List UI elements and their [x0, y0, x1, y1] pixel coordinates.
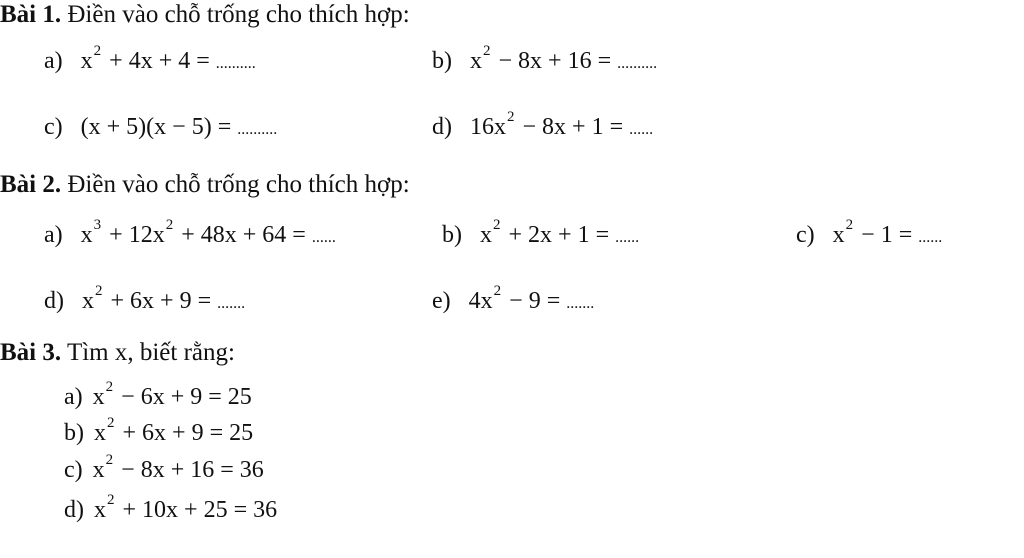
expression: $x^2 + 6x + 9 = 25$: [94, 415, 254, 446]
bai3-number: Bài 3.: [0, 339, 62, 366]
exponent: 2: [93, 43, 102, 59]
exponent: 2: [483, 43, 491, 59]
expression: $x^2 + 6x + 9$ =: [82, 283, 212, 314]
expression: (x + 5)(x − 5) =: [80, 114, 232, 140]
bai1-title: Điền vào chỗ trống cho thích hợp:: [67, 1, 410, 28]
blank: ..........: [237, 121, 278, 138]
bai2-item-a: [44, 217, 336, 253]
bai3-title: Tìm x, biết rằng:: [66, 339, 235, 366]
bai1-item-b: [432, 43, 658, 79]
item-label: c): [64, 457, 83, 483]
item-label: a): [44, 222, 63, 248]
bai3-item-b: [64, 415, 254, 448]
exponent: 2: [107, 492, 115, 508]
blank: ......: [629, 121, 654, 138]
blank: .......: [217, 295, 246, 312]
item-label: c): [44, 114, 63, 140]
item-label: b): [442, 222, 462, 248]
item-label: d): [44, 288, 64, 314]
bai1-item-a: [44, 43, 256, 79]
bai1-number: Bài 1.: [0, 1, 62, 28]
expression: $x^2 + 2x + 1$ =: [480, 217, 610, 248]
exponent: 3: [93, 217, 102, 233]
exponent: 2: [105, 379, 114, 395]
exponent: 2: [493, 217, 501, 233]
exponent: 2: [165, 217, 174, 233]
blank: .......: [566, 295, 595, 312]
expression: $x^3 + 12x^2 + 48x + 64$ =: [80, 217, 306, 248]
bai2-item-c: [796, 217, 943, 253]
bai2-number: Bài 2.: [0, 171, 62, 198]
exponent: 2: [493, 283, 502, 299]
bai3-item-d: [64, 492, 278, 525]
item-label: b): [432, 48, 452, 74]
blank: ..........: [617, 55, 658, 72]
expression: $x^2 - 6x + 9 = 25$: [92, 379, 252, 410]
expression: $x^2 + 10x + 25 = 36$: [94, 492, 278, 523]
blank: ......: [311, 229, 336, 246]
exponent: 2: [507, 109, 515, 125]
expression: $16x^2 - 8x + 1$ =: [470, 109, 624, 140]
blank: ..........: [215, 55, 256, 72]
expression: $x^2 - 1$ =: [832, 217, 913, 248]
bai2-heading: [0, 170, 410, 200]
item-label: a): [64, 384, 83, 410]
bai1-item-d: [432, 109, 654, 145]
bai1-item-c: [44, 112, 277, 145]
blank: ......: [918, 229, 943, 246]
item-label: c): [796, 222, 815, 248]
bai2-title: Điền vào chỗ trống cho thích hợp:: [67, 171, 410, 198]
exponent: 2: [845, 217, 854, 233]
item-label: d): [64, 497, 84, 523]
item-label: d): [432, 114, 452, 140]
item-label: a): [44, 48, 63, 74]
exponent: 2: [95, 283, 103, 299]
blank: ......: [615, 229, 640, 246]
bai3-item-c: [64, 452, 264, 485]
bai2-item-e: [432, 283, 595, 319]
expression: $x^2 - 8x + 16 = 36$: [92, 452, 264, 483]
item-label: b): [64, 420, 84, 446]
expression: $x^2 - 8x + 16$ =: [470, 43, 612, 74]
bai2-item-d: [44, 283, 246, 319]
bai3-heading: [0, 338, 235, 368]
expression: $4x^2 - 9$ =: [468, 283, 561, 314]
bai1-heading: [0, 0, 410, 30]
exponent: 2: [107, 415, 115, 431]
bai3-item-a: [64, 379, 252, 412]
expression: $x^2 + 4x + 4$ =: [80, 43, 210, 74]
bai2-item-b: [442, 217, 640, 253]
exponent: 2: [105, 452, 114, 468]
item-label: e): [432, 288, 451, 314]
